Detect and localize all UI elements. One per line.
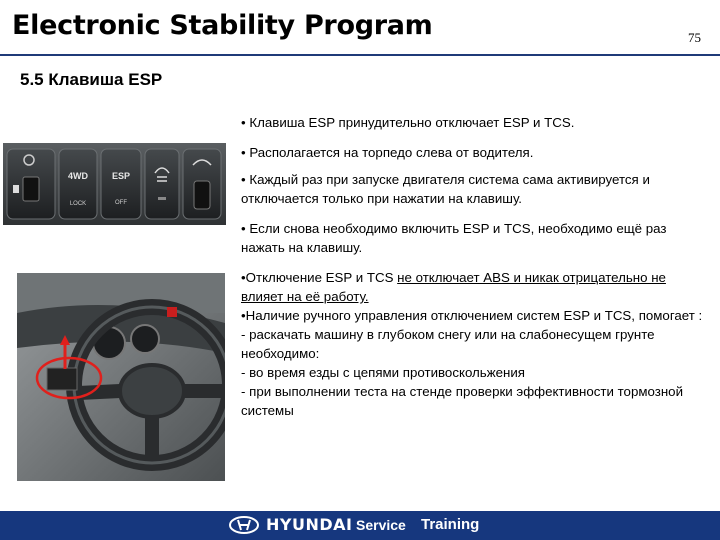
switch-off-label: OFF xyxy=(115,200,127,206)
steering-wheel-dashboard-photo xyxy=(17,273,225,481)
header-divider xyxy=(0,54,720,56)
section-title: 5.5 Клавиша ESP xyxy=(20,70,163,89)
footer-training: Training xyxy=(421,516,480,533)
bullet-reenable: • Если снова необходимо включить ESP и TCS, необходимо ещё раз нажать на клавишу. xyxy=(241,221,667,255)
footer-bar xyxy=(0,511,720,540)
body-details xyxy=(241,268,711,420)
footer-brand: HYUNDAI xyxy=(266,515,353,534)
use-case-brake-test: - при выполнении теста на стенде проверки эффективности тормозной системы xyxy=(241,384,683,418)
use-case-chains: - во время езды с цепями противоскольжения xyxy=(241,365,525,380)
needed-label: необходимо: xyxy=(241,346,320,361)
bullet-location: • Располагается на торпедо слева от водителя. xyxy=(241,145,534,160)
abs-note-prefix: •Отключение ESP и TCS xyxy=(241,270,398,285)
switch-4wd-label: 4WD xyxy=(68,171,88,181)
footer-service: Service xyxy=(356,517,406,533)
abs-note xyxy=(241,268,711,306)
bullet-esp-disables: • Клавиша ESP принудительно отключает ESP и TCS. xyxy=(241,115,575,130)
switch-lock-label: LOCK xyxy=(69,201,87,207)
esp-switch-panel-photo xyxy=(3,143,226,225)
switch-esp-label: ESP xyxy=(111,171,131,181)
use-case-snow: - раскачать машину в глубоком снегу или на слабонесущем грунте xyxy=(241,327,655,342)
manual-control-note: •Наличие ручного управления отключением систем ESP и TCS, помогает : xyxy=(241,308,703,323)
page-number: 75 xyxy=(688,30,701,45)
abs-note-underlined: не отключает ABS и никак отрицательно не влияет на её работу. xyxy=(241,270,666,304)
hyundai-logo-icon xyxy=(228,515,260,535)
page-title: Electronic Stability Program xyxy=(12,10,433,41)
bullet-auto-activation: • Каждый раз при запуске двигателя система сама активируется и отключается только при нажатии на клавишу. xyxy=(241,172,650,206)
